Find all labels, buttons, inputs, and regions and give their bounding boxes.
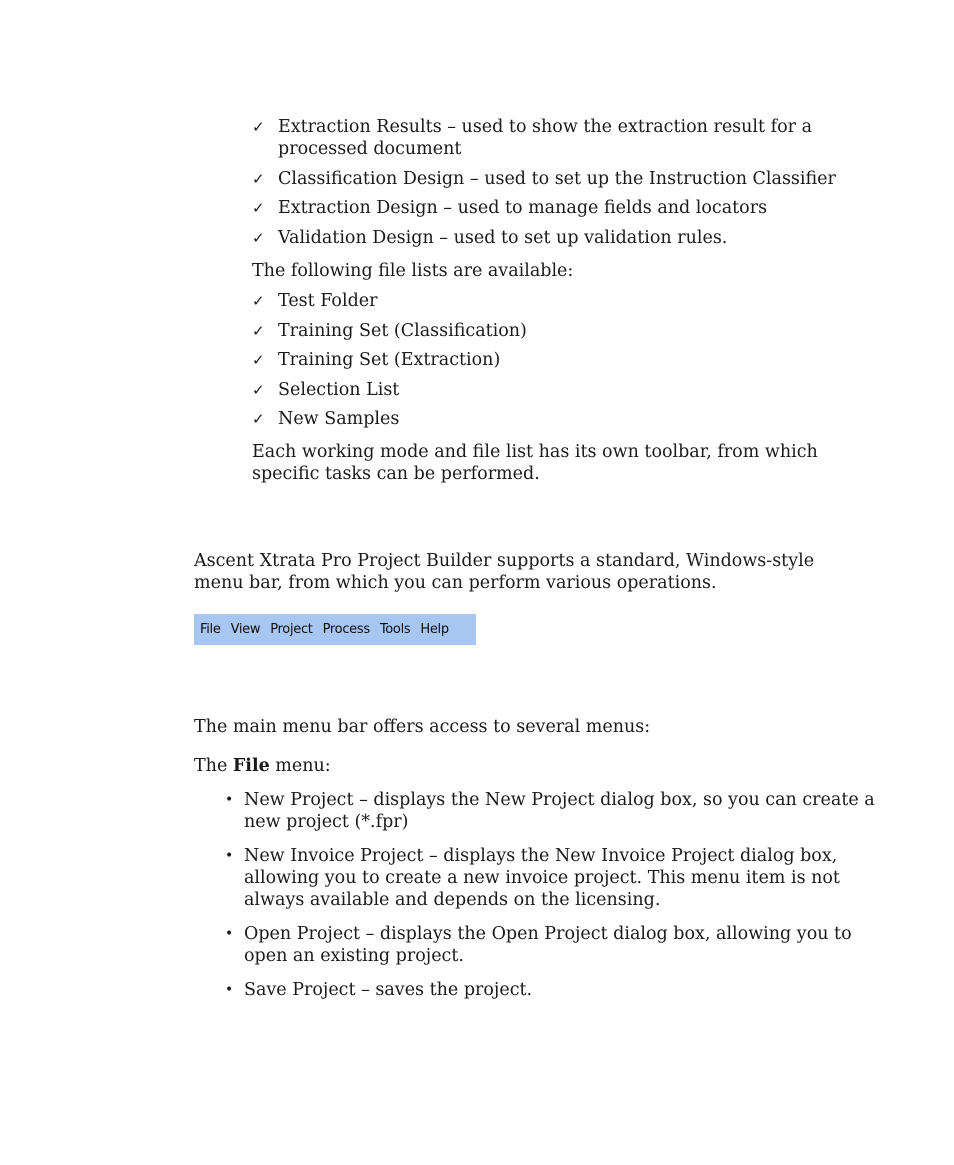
file-lists-intro: The following file lists are available: [252, 261, 574, 281]
list-item: ✓ Validation Design – used to set up validation rules. [252, 227, 728, 248]
list-item: • Save Project – saves the project. [225, 980, 533, 1000]
list-item: ✓ Training Set (Classification) [252, 320, 527, 341]
checkmark-icon: ✓ [252, 351, 265, 369]
menu-view[interactable]: View [230, 621, 261, 637]
list-item: ✓ Selection List [252, 379, 400, 400]
checkmark-icon: ✓ [252, 169, 265, 188]
checkmark-icon: ✓ [252, 321, 265, 340]
checkmark-icon: ✓ [252, 199, 265, 217]
checkmark-icon: ✓ [252, 380, 265, 399]
main-menu-text: The main menu bar offers access to several menus: [194, 717, 651, 737]
list-item: ✓ Classification Design – used to set up the Instruction Classifier [252, 168, 836, 189]
menu-intro: Ascent Xtrata Pro Project Builder supports a standard, Windows-style menu bar, from which you can perform various operations. [194, 551, 815, 593]
checkmark-icon: ✓ [252, 118, 265, 136]
bullet-icon: • [225, 926, 234, 942]
list-item: • New Invoice Project – displays the New Invoice Project dialog box, allowing you to create a new invoice project. This menu item is not always available and depends on the licensing. [225, 846, 840, 910]
working-modes-list [252, 116, 877, 256]
menu-bar [194, 614, 476, 645]
checkmark-icon: ✓ [252, 292, 265, 310]
bullet-icon: • [225, 982, 234, 998]
list-item: ✓ New Samples [252, 409, 400, 429]
list-item: ✓ Extraction Design – used to manage fields and locators [252, 198, 768, 218]
toolbar-note: Each working mode and file list has its own toolbar, from which specific tasks can be performed. [252, 442, 818, 484]
list-item: • Open Project – displays the Open Project dialog box, allowing you to open an existing project. [225, 924, 852, 966]
bullet-icon: • [225, 848, 234, 864]
menu-tools[interactable]: Tools [379, 621, 411, 637]
menu-process[interactable]: Process [322, 621, 370, 637]
list-item: ✓ Test Folder [252, 291, 378, 311]
list-item: • New Project – displays the New Project dialog box, so you can create a new project (*.fpr) [225, 790, 875, 832]
list-item: ✓ Training Set (Extraction) [252, 350, 501, 370]
file-menu-list [222, 789, 877, 1013]
bullet-icon: • [225, 792, 234, 808]
file-menu-heading: The File menu: [194, 756, 331, 776]
file-lists-list [252, 290, 877, 438]
menu-project[interactable]: Project [270, 621, 313, 637]
list-item: ✓ Extraction Results – used to show the extraction result for a processed document [252, 117, 812, 159]
menu-help[interactable]: Help [420, 621, 449, 637]
checkmark-icon: ✓ [252, 228, 265, 247]
checkmark-icon: ✓ [252, 410, 265, 428]
menu-file[interactable]: File [200, 621, 221, 637]
